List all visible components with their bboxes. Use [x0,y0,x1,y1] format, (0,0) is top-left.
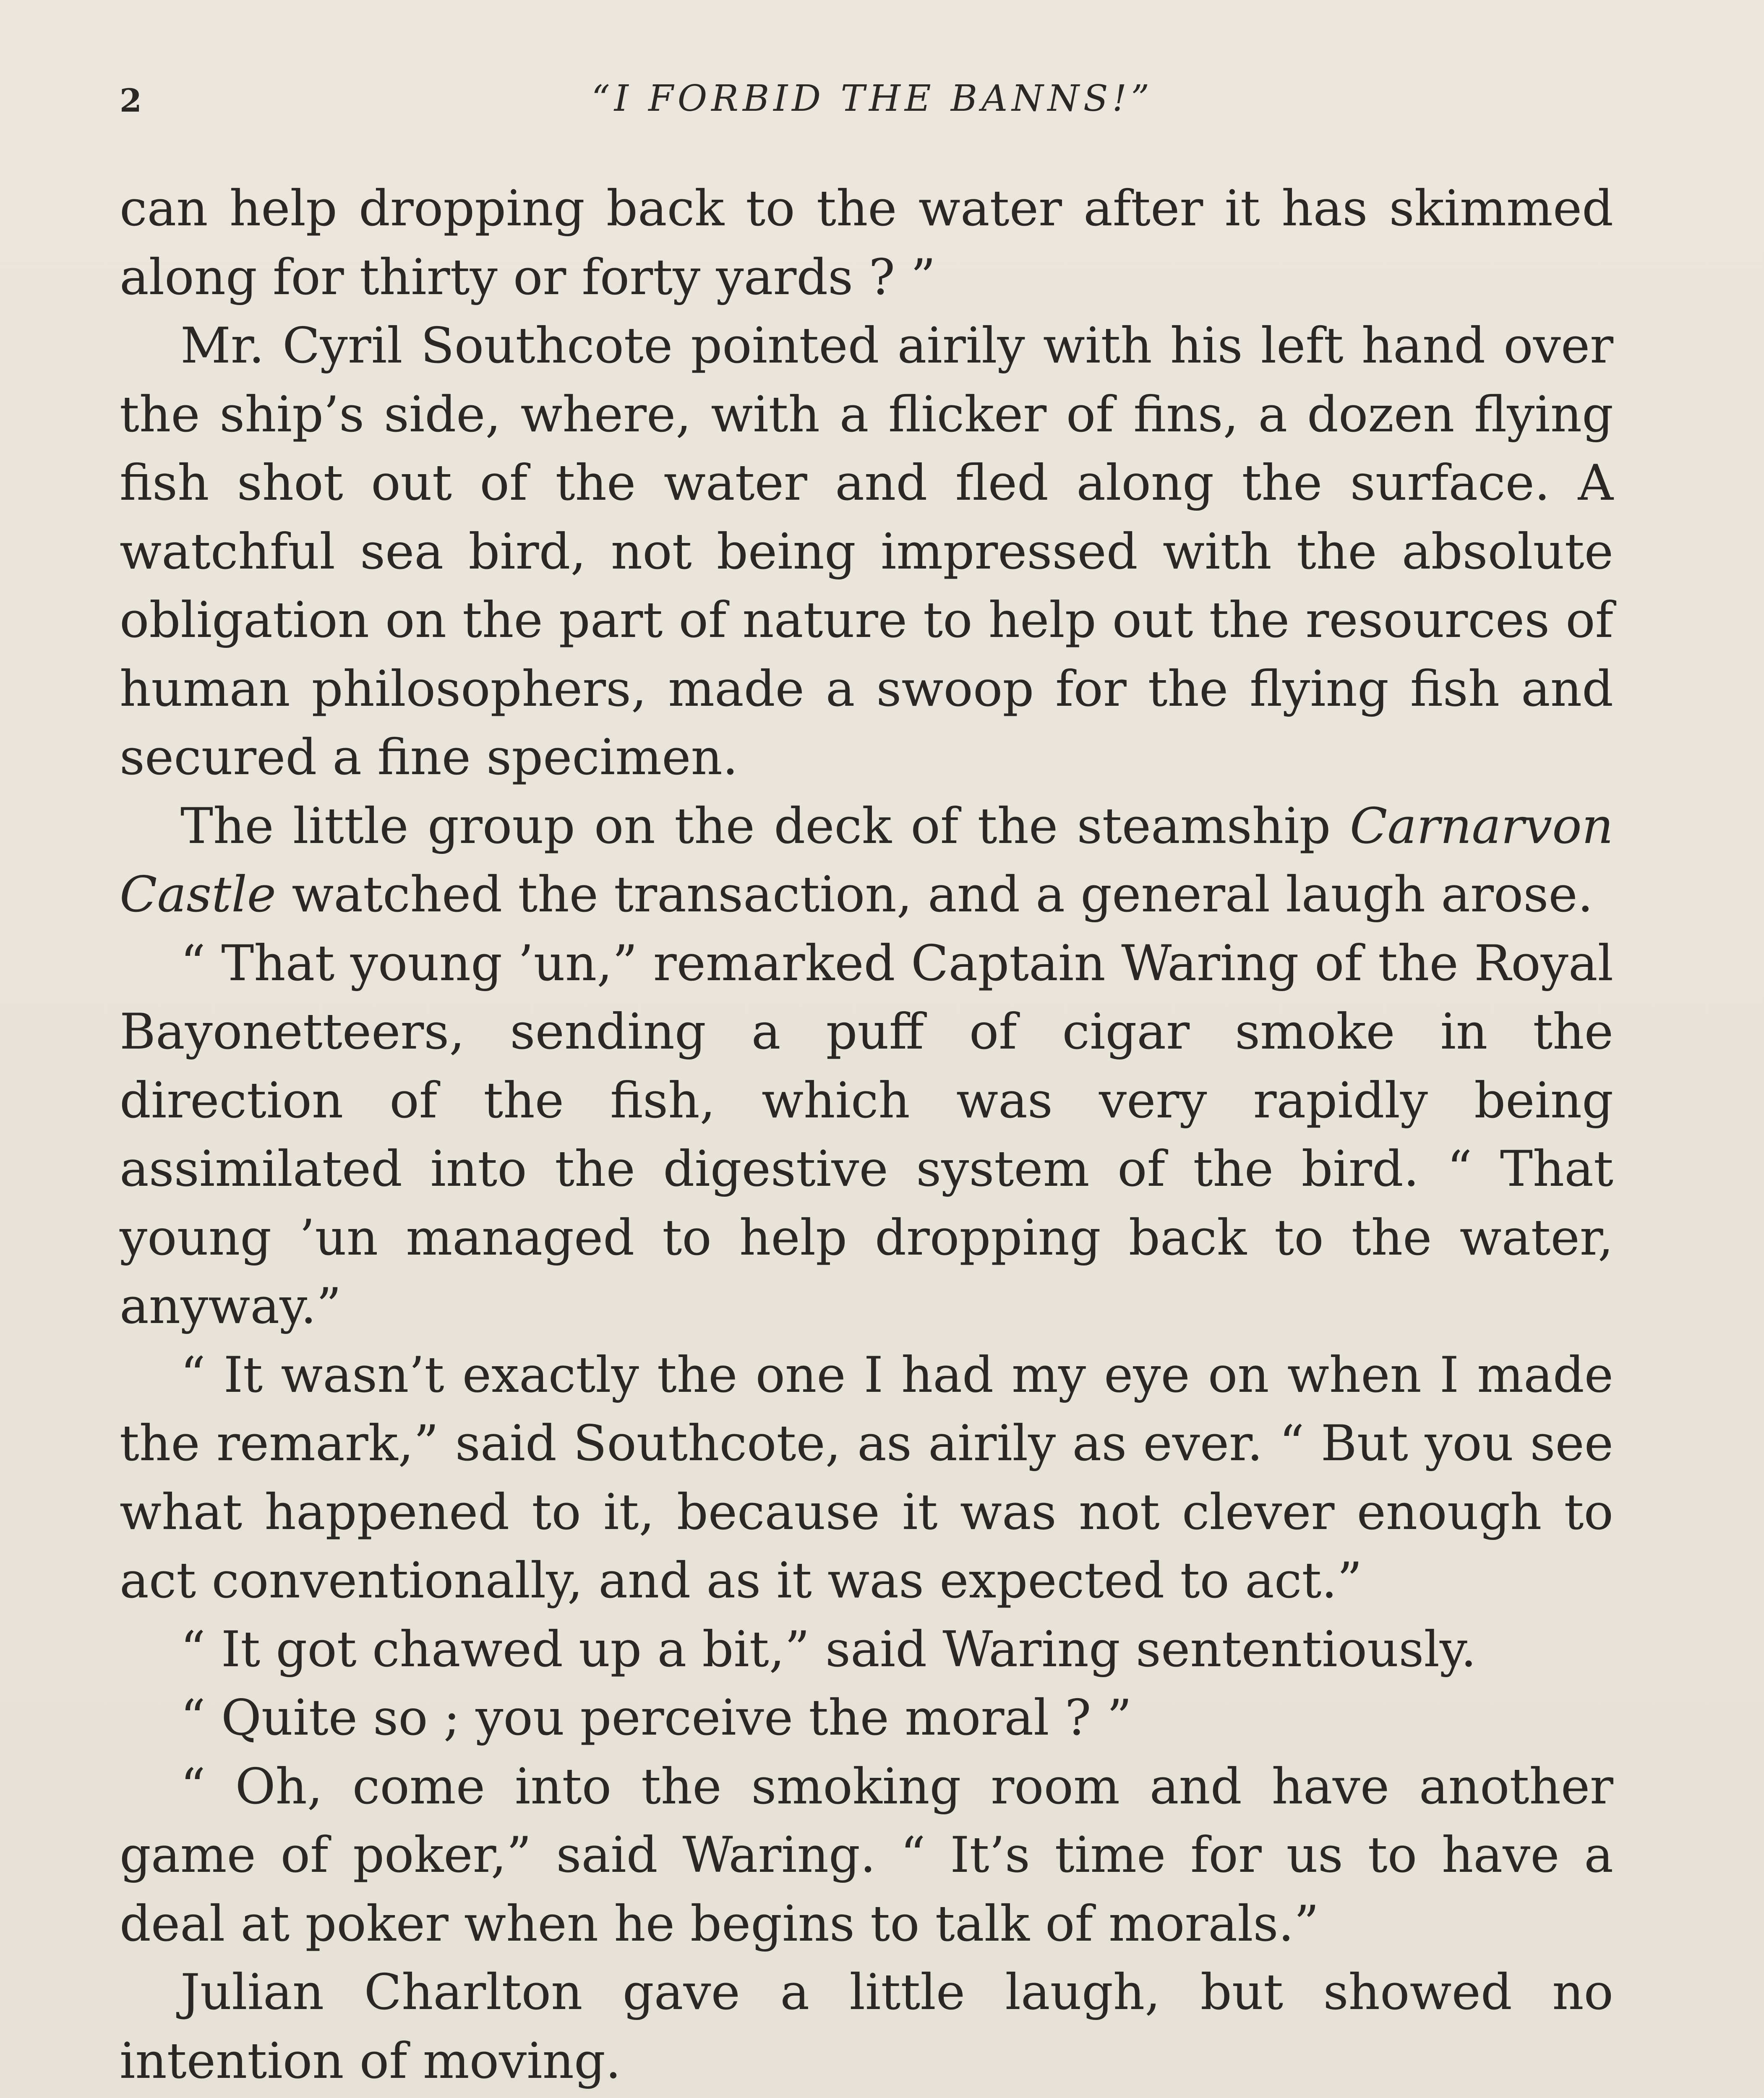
paragraph-7: “ Quite so ; you perceive the moral ? ” [180,1689,1132,1746]
paragraph-10 [120,2095,1613,2098]
paragraph-9: Julian Charlton gave a little laugh, but showed no intention of moving. [120,1963,1613,2090]
paragraph-8: “ Oh, come into the smoking room and have another game of poker,” said Waring. “ It’s time for us to have a deal at poker when he begins to talk of morals.” [120,1757,1613,1952]
paragraph-2: Mr. Cyril Southcote pointed airily with his left hand over the ship’s side, where, with a flicker of fins, a dozen flying fish shot out of the water and fled along the surface. A watchful sea bird, not being impressed with the absolute obligation on the part of nature to help out the resources of human philosophers, made a swoop for the flying fish and secured a fine specimen. [120,317,1613,786]
page-number: 2 [120,82,142,119]
running-head [120,78,1626,136]
paragraph-3-before: The little group on the deck of the steamship [180,797,1350,855]
paragraph-3-after: watched the transaction, and a general laugh arose. [276,866,1593,923]
ship-name: Carnarvon Castle [120,797,1613,923]
paragraph-3 [120,792,1613,929]
running-title: “I FORBID THE BANNS!” [591,78,1154,120]
body-text [120,174,1613,2098]
paragraph-5: “ It wasn’t exactly the one I had my eye on when I made the remark,” said Southcote, as airily as ever. “ But you see what happened to it, because it was not clever enough to act conventionally, and as it was expected to act.” [120,1346,1613,1609]
paragraph-4: “ That young ’un,” remarked Captain Waring of the Royal Bayonetteers, sending a puff of cigar smoke in the direction of the fish, which was very rapidly being assimilated into the digestive system of the bird. “ That young ’un managed to help dropping back to the water, anyway.” [120,934,1613,1335]
paragraph-1: can help dropping back to the water after it has skimmed along for thirty or forty yards ? ” [120,180,1613,306]
paragraph-6: “ It got chawed up a bit,” said Waring sententiously. [180,1620,1477,1678]
